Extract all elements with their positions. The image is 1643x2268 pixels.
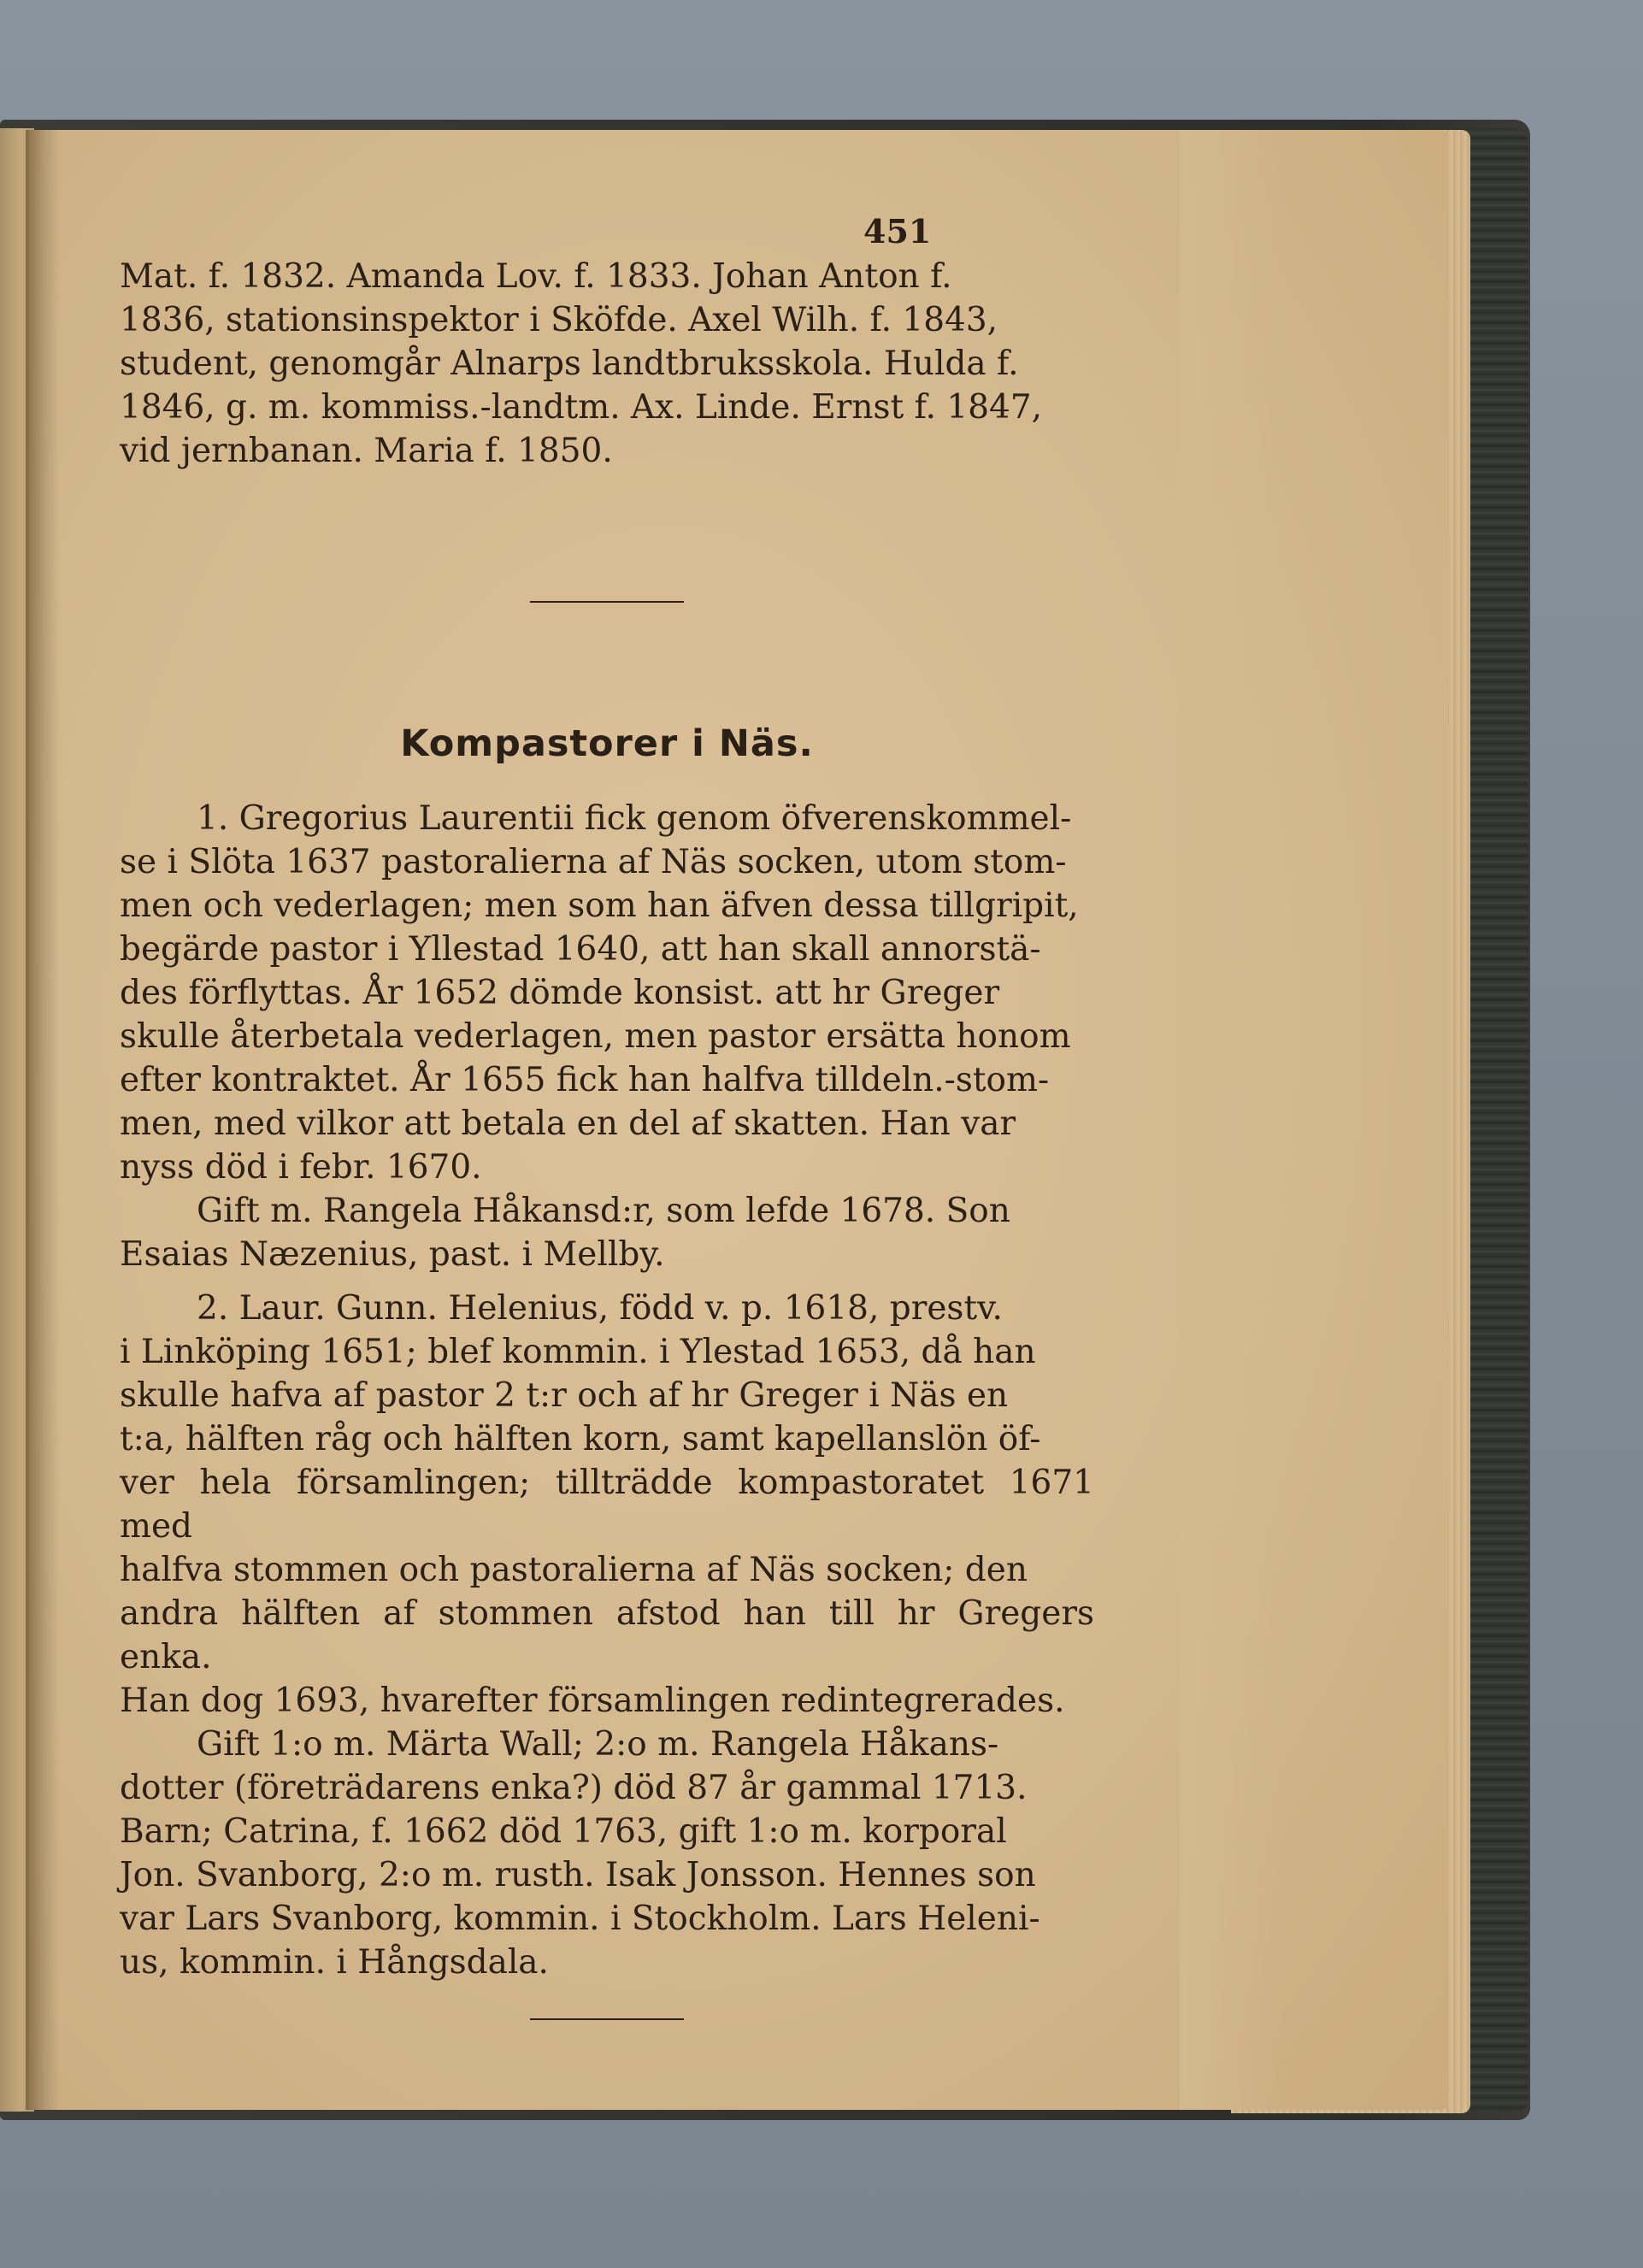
- entry-1: [120, 797, 1094, 1276]
- entry-family-line: Barn; Catrina, f. 1662 död 1763, gift 1:o m. korporal: [120, 1812, 1007, 1851]
- entry-line: efter kontraktet. År 1655 fick han halfva tilldeln.-stom-: [120, 1061, 1050, 1099]
- intro-line: student, genomgår Alnarps landtbruksskola. Hulda f.: [120, 345, 1019, 383]
- section-title: Kompastorer i Näs.: [400, 722, 814, 765]
- page-fade: [1180, 130, 1282, 2110]
- entry-line: ver hela församlingen; tillträdde kompastoratet 1671 med: [120, 1464, 1094, 1546]
- intro-line: Mat. f. 1832. Amanda Lov. f. 1833. Johan Anton f.: [120, 257, 952, 296]
- intro-line: 1846, g. m. kommiss.-landtm. Ax. Linde. Ernst f. 1847,: [120, 388, 1043, 427]
- intro-line: 1836, stationsinspektor i Sköfde. Axel Wilh. f. 1843,: [120, 301, 998, 339]
- page-number: 451: [863, 212, 932, 250]
- entry-family-line: Gift m. Rangela Håkansd:r, som lefde 1678. Son: [197, 1192, 1010, 1230]
- entry-line: i Linköping 1651; blef kommin. i Ylestad 1653, då han: [120, 1333, 1036, 1371]
- entry-line: nyss död i febr. 1670.: [120, 1148, 482, 1187]
- entry-line: begärde pastor i Yllestad 1640, att han skall annorstä-: [120, 930, 1041, 969]
- entry-line: skulle återbetala vederlagen, men pastor ersätta honom: [120, 1017, 1071, 1056]
- page-text: [120, 171, 1094, 2020]
- entry-family-line: dotter (företrädarens enka?) död 87 år gammal 1713.: [120, 1769, 1028, 1807]
- entry-2: [120, 1287, 1094, 1984]
- entry-family-line: Gift 1:o m. Märta Wall; 2:o m. Rangela Håkans-: [197, 1725, 999, 1764]
- entry-line: andra hälften af stommen afstod han till hr Gregers enka.: [120, 1594, 1094, 1676]
- entry-line: men, med vilkor att betala en del af skatten. Han var: [120, 1105, 1016, 1143]
- intro-paragraph: [120, 255, 1094, 473]
- entry-line: se i Slöta 1637 pastoralierna af Näs socken, utom stom-: [120, 843, 1067, 881]
- entry-line: men och vederlagen; men som han äfven dessa tillgripit,: [120, 887, 1079, 925]
- entry-family-line: us, kommin. i Hångsdala.: [120, 1943, 549, 1982]
- entry-line: 2. Laur. Gunn. Helenius, född v. p. 1618, prestv.: [197, 1289, 1003, 1328]
- entry-line: halfva stommen och pastoralierna af Näs socken; den: [120, 1551, 1028, 1589]
- entry-line: t:a, hälften råg och hälften korn, samt kapellanslön öf-: [120, 1420, 1041, 1458]
- gutter-shadow: [26, 130, 60, 2110]
- entry-family-line: Esaias Næzenius, past. i Mellby.: [120, 1235, 665, 1274]
- entry-family-line: Jon. Svanborg, 2:o m. rusth. Isak Jonsson. Hennes son: [120, 1856, 1036, 1894]
- entry-line: Han dog 1693, hvarefter församlingen redintegrerades.: [120, 1682, 1065, 1720]
- entry-family-line: var Lars Svanborg, kommin. i Stockholm. Lars Heleni-: [120, 1900, 1040, 1938]
- divider-rule: [530, 2018, 684, 2020]
- intro-line: vid jernbanan. Maria f. 1850.: [120, 432, 613, 470]
- entry-line: 1. Gregorius Laurentii fick genom öfverenskommel-: [197, 799, 1072, 838]
- entry-line: skulle hafva af pastor 2 t:r och af hr Greger i Näs en: [120, 1376, 1009, 1415]
- entry-line: des förflyttas. År 1652 dömde konsist. att hr Greger: [120, 974, 1000, 1012]
